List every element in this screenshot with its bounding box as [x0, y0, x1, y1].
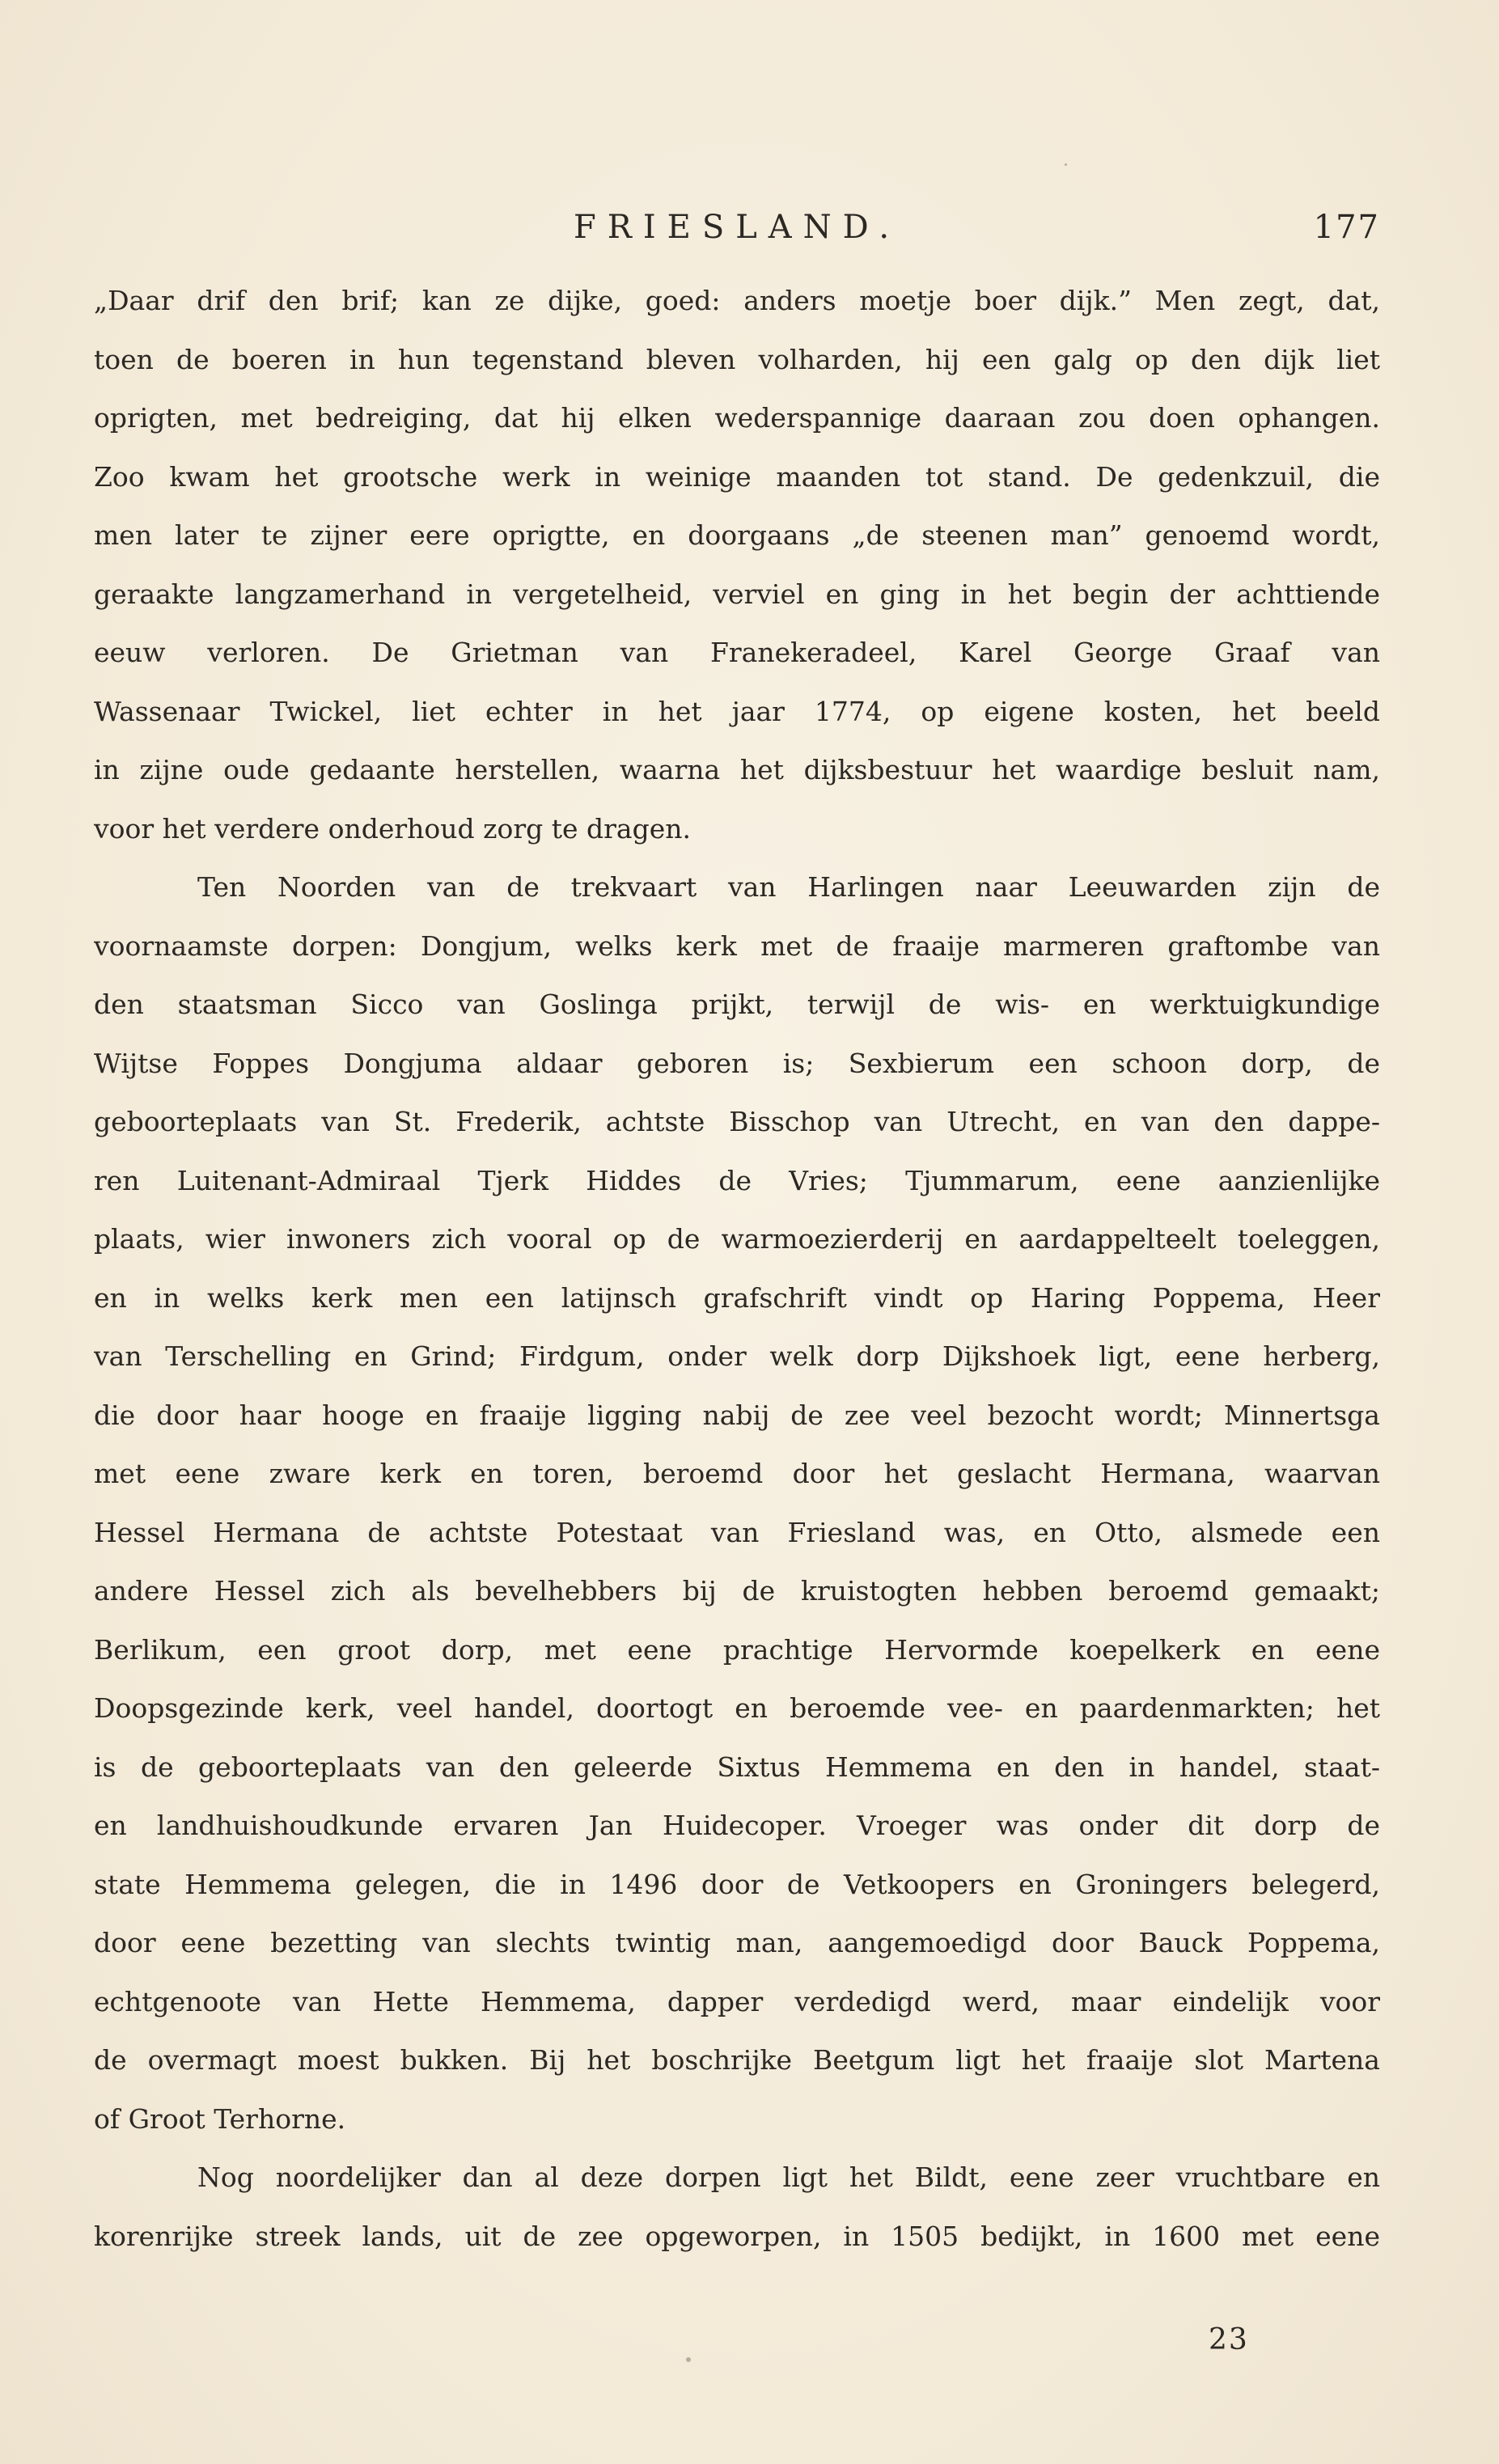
text-line: state Hemmema gelegen, die in 1496 door de Vetkoopers en Groningers belegerd,	[94, 1868, 1380, 1900]
text-line: en landhuishoudkunde ervaren Jan Huidecoper. Vroeger was onder dit dorp de	[94, 1810, 1380, 1841]
text-line: Wassenaar Twickel, liet echter in het jaar 1774, op eigene kosten, het beeld	[94, 695, 1380, 727]
text-line: Berlikum, een groot dorp, met eene prachtige Hervormde koepelkerk en eene	[94, 1633, 1380, 1666]
text-line: toen de boeren in hun tegenstand bleven volharden, hij een galg op den dijk liet	[94, 343, 1380, 375]
text-line: plaats, wier inwoners zich vooral op de warmoezierderij en aardappelteelt toeleggen,	[94, 1223, 1380, 1255]
text-line: men later te zijner eere oprigtte, en doorgaans „de steenen man” genoemd wordt,	[94, 519, 1380, 551]
text-line: of Groot Terhorne.	[94, 2102, 346, 2135]
text-line: Wijtse Foppes Dongjuma aldaar geboren is; Sexbierum een schoon dorp, de	[94, 1047, 1380, 1079]
running-head: FRIESLAND.	[573, 209, 901, 246]
text-line: en in welks kerk men een latijnsch grafschrift vindt op Haring Poppema, Heer	[94, 1281, 1380, 1314]
text-line: die door haar hooge en fraaije ligging nabij de zee veel bezocht wordt; Minnertsga	[94, 1399, 1380, 1431]
body-text	[94, 272, 1380, 2266]
text-line: den staatsman Sicco van Goslinga prijkt, terwijl de wis- en werktuigkundige	[94, 989, 1380, 1020]
text-line: Hessel Hermana de achtste Potestaat van Friesland was, en Otto, alsmede een	[94, 1516, 1380, 1548]
text-line: korenrijke streek lands, uit de zee opgeworpen, in 1505 bedijkt, in 1600 met eene	[94, 2220, 1380, 2252]
text-line: Ten Noorden van de trekvaart van Harlingen naar Leeuwarden zijn de	[197, 871, 1380, 903]
paper-speck	[686, 2357, 691, 2362]
page-header	[94, 209, 1380, 257]
text-line: Doopsgezinde kerk, veel handel, doortogt en beroemde vee- en paardenmarkten; het	[94, 1692, 1380, 1724]
text-line: eeuw verloren. De Grietman van Franekeradeel, Karel George Graaf van	[94, 637, 1380, 668]
text-line: geraakte langzamerhand in vergetelheid, verviel en ging in het begin der achttiende	[94, 578, 1380, 610]
text-line: voor het verdere onderhoud zorg te dragen.	[94, 812, 692, 845]
text-line: Nog noordelijker dan al deze dorpen ligt het Bildt, eene zeer vruchtbare en	[197, 2161, 1380, 2193]
text-line: andere Hessel zich als bevelhebbers bij de kruistogten hebben beroemd gemaakt;	[94, 1575, 1380, 1607]
text-line: geboorteplaats van St. Frederik, achtste Bisschop van Utrecht, en van den dappe-	[94, 1106, 1380, 1137]
text-line: door eene bezetting van slechts twintig man, aangemoedigd door Bauck Poppema,	[94, 1927, 1380, 1958]
text-line: „Daar drif den brif; kan ze dijke, goed: anders moetje boer dijk.” Men zegt, dat,	[94, 285, 1380, 316]
page-number: 177	[1313, 209, 1380, 246]
text-line: van Terschelling en Grind; Firdgum, onder welk dorp Dijkshoek ligt, eene herberg,	[94, 1340, 1380, 1372]
text-line: in zijne oude gedaante herstellen, waarna het dijksbestuur het waardige besluit nam,	[94, 754, 1380, 785]
text-line: Zoo kwam het grootsche werk in weinige maanden tot stand. De gedenkzuil, die	[94, 460, 1380, 493]
text-line: echtgenoote van Hette Hemmema, dapper verdedigd werd, maar eindelijk voor	[94, 1985, 1380, 2017]
text-line: met eene zware kerk en toren, beroemd door het geslacht Hermana, waarvan	[94, 1458, 1380, 1489]
text-line: de overmagt moest bukken. Bij het boschrijke Beetgum ligt het fraaije slot Martena	[94, 2044, 1380, 2076]
paper-speck	[1065, 163, 1067, 166]
text-line: voornaamste dorpen: Dongjum, welks kerk met de fraaije marmeren graftombe van	[94, 929, 1380, 962]
text-line: is de geboorteplaats van den geleerde Sixtus Hemmema en den in handel, staat-	[94, 1751, 1380, 1783]
signature-mark: 23	[1209, 2323, 1249, 2356]
text-line: oprigten, met bedreiging, dat hij elken wederspannige daaraan zou doen ophangen.	[94, 402, 1380, 434]
text-line: ren Luitenant-Admiraal Tjerk Hiddes de Vries; Tjummarum, eene aanzienlijke	[94, 1164, 1380, 1196]
